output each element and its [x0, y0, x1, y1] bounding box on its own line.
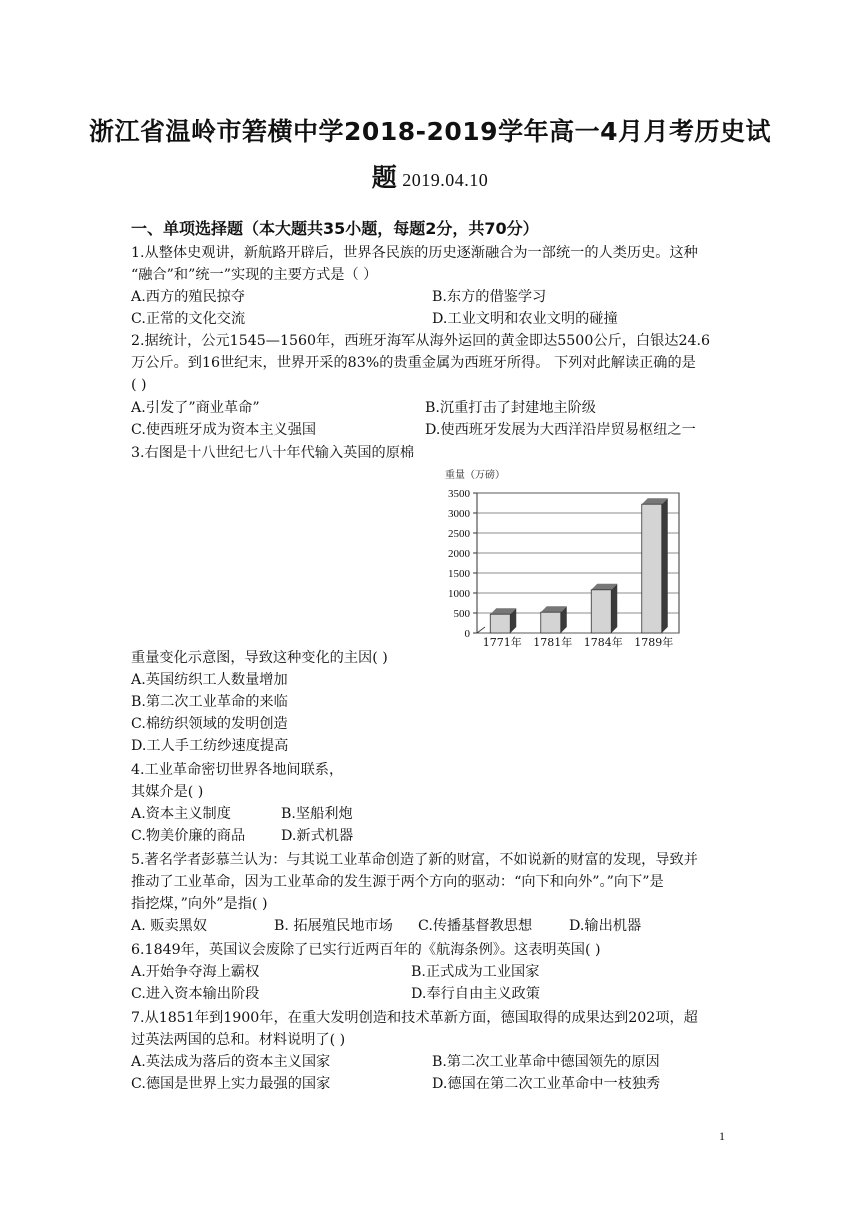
question-3-line-1: 3.右图是十八世纪七八十年代输入英国的原棉	[131, 445, 415, 461]
chart-bar	[591, 590, 611, 633]
chart-ytick-label: 3000	[448, 508, 470, 520]
chart-bar	[642, 504, 662, 633]
chart-xtick-label: 1784年	[583, 636, 623, 649]
option-5b: B. 拓展殖民地市场	[274, 918, 393, 934]
option-1d: D.工业文明和农业文明的碰撞	[432, 311, 618, 327]
question-6-line-1: 6.1849年，英国议会废除了已实行近两百年的《航海条例》。这表明英国( )	[131, 942, 601, 958]
option-3d: D.工人手工纺纱速度提高	[131, 738, 289, 754]
question-1-line-2: “融合”和”统一”实现的主要方式是（ ）	[131, 267, 378, 283]
option-5d: D.输出机器	[569, 918, 642, 934]
option-7d: D.德国在第二次工业革命中一枝独秀	[432, 1076, 661, 1092]
question-4-line-1: 4.工业革命密切世界各地间联系，	[131, 762, 344, 778]
option-3c: C.棉纺织领域的发明创造	[131, 716, 288, 732]
option-6a: A.开始争夺海上霸权	[131, 964, 260, 980]
exam-date: 2019.04.10	[397, 170, 489, 190]
question-7-line-2: 过英法两国的总和。材料说明了( )	[131, 1032, 346, 1048]
option-3b: B.第二次工业革命的来临	[131, 694, 288, 710]
option-4b: B.坚船利炮	[281, 806, 353, 822]
option-6d: D.奉行自由主义政策	[411, 986, 540, 1002]
chart-ytick-label: 2000	[448, 548, 470, 560]
option-1b: B.东方的借鉴学习	[432, 289, 547, 305]
option-2c: C.使西班牙成为资本主义强国	[131, 422, 317, 438]
question-1-line-1: 1.从整体史观讲，新航路开辟后，世界各民族的历史逐渐融合为一部统一的人类历史。这种	[131, 245, 698, 261]
chart-floor-edge	[477, 627, 485, 633]
chart-bar-side	[662, 498, 668, 633]
question-7-line-1: 7.从1851年到1900年，在重大发明创造和技术革新方面，德国取得的成果达到202项，超	[131, 1010, 698, 1026]
chart-xtick-label: 1789年	[634, 636, 674, 649]
option-1a: A.西方的殖民掠夺	[131, 289, 246, 305]
question-4-line-2: 其媒介是( )	[131, 784, 204, 800]
chart-xtick-label: 1771年	[482, 636, 522, 649]
chart-ytick-label: 500	[453, 608, 470, 620]
option-6c: C.进入资本输出阶段	[131, 986, 260, 1002]
option-2b: B.沉重打击了封建地主阶级	[425, 400, 596, 416]
page-title-continued: 题 2019.04.10	[371, 163, 489, 192]
question-2-line-3: ( )	[131, 377, 147, 393]
chart-ylabel: 重量（万磅）	[445, 470, 505, 481]
option-4c: C.物美价廉的商品	[131, 828, 246, 844]
option-5a: A. 贩卖黑奴	[131, 918, 208, 934]
question-2-line-1: 2.据统计，公元1545—1560年，西班牙海军从海外运回的黄金即达5500公斤，白银达24.6	[131, 333, 711, 349]
option-7b: B.第二次工业革命中德国领先的原因	[432, 1054, 660, 1070]
page-number: 1	[719, 1129, 725, 1143]
option-7c: C.德国是世界上实力最强的国家	[131, 1076, 331, 1092]
chart-bar	[490, 614, 510, 633]
question-5-line-1: 5.著名学者彭慕兰认为：与其说工业革命创造了新的财富，不如说新的财富的发现，导致并	[131, 852, 698, 868]
page-title: 浙江省温岭市箬横中学2018-2019学年高一4月月考历史试	[89, 117, 771, 146]
option-6b: B.正式成为工业国家	[411, 964, 540, 980]
section-heading: 一、单项选择题（本大题共35小题，每题2分，共70分）	[131, 219, 539, 238]
option-5c: C.传播基督教思想	[418, 918, 533, 934]
chart-ytick-label: 1000	[448, 588, 470, 600]
option-4a: A.资本主义制度	[131, 806, 231, 822]
cotton-import-chart	[431, 465, 689, 653]
chart-ytick-label: 1500	[448, 568, 470, 580]
option-7a: A.英法成为落后的资本主义国家	[131, 1054, 331, 1070]
option-1c: C.正常的文化交流	[131, 311, 246, 327]
option-2d: D.使西班牙发展为大西洋沿岸贸易枢纽之一	[425, 422, 696, 438]
question-5-line-2: 推动了工业革命，因为工业革命的发生源于两个方向的驱动：“向下和向外”。”向下”是	[131, 874, 664, 890]
chart-ytick-label: 3500	[448, 488, 470, 500]
option-3a: A.英国纺织工人数量增加	[131, 672, 288, 688]
question-2-line-2: 万公斤。到16世纪末，世界开采的83%的贵重金属为西班牙所得。 下列对此解读正确的是	[131, 355, 696, 371]
chart-xtick-label: 1781年	[533, 636, 573, 649]
chart-ytick-label: 2500	[448, 528, 470, 540]
option-4d: D.新式机器	[281, 828, 354, 844]
question-3-line-2: 重量变化示意图，导致这种变化的主因( )	[131, 650, 388, 666]
chart-bar-side	[611, 584, 617, 633]
chart-bar	[541, 612, 561, 633]
option-2a: A.引发了”商业革命”	[131, 400, 260, 416]
question-5-line-3: 指挖煤，”向外”是指( )	[131, 896, 268, 912]
chart-ytick-label: 0	[464, 628, 470, 640]
